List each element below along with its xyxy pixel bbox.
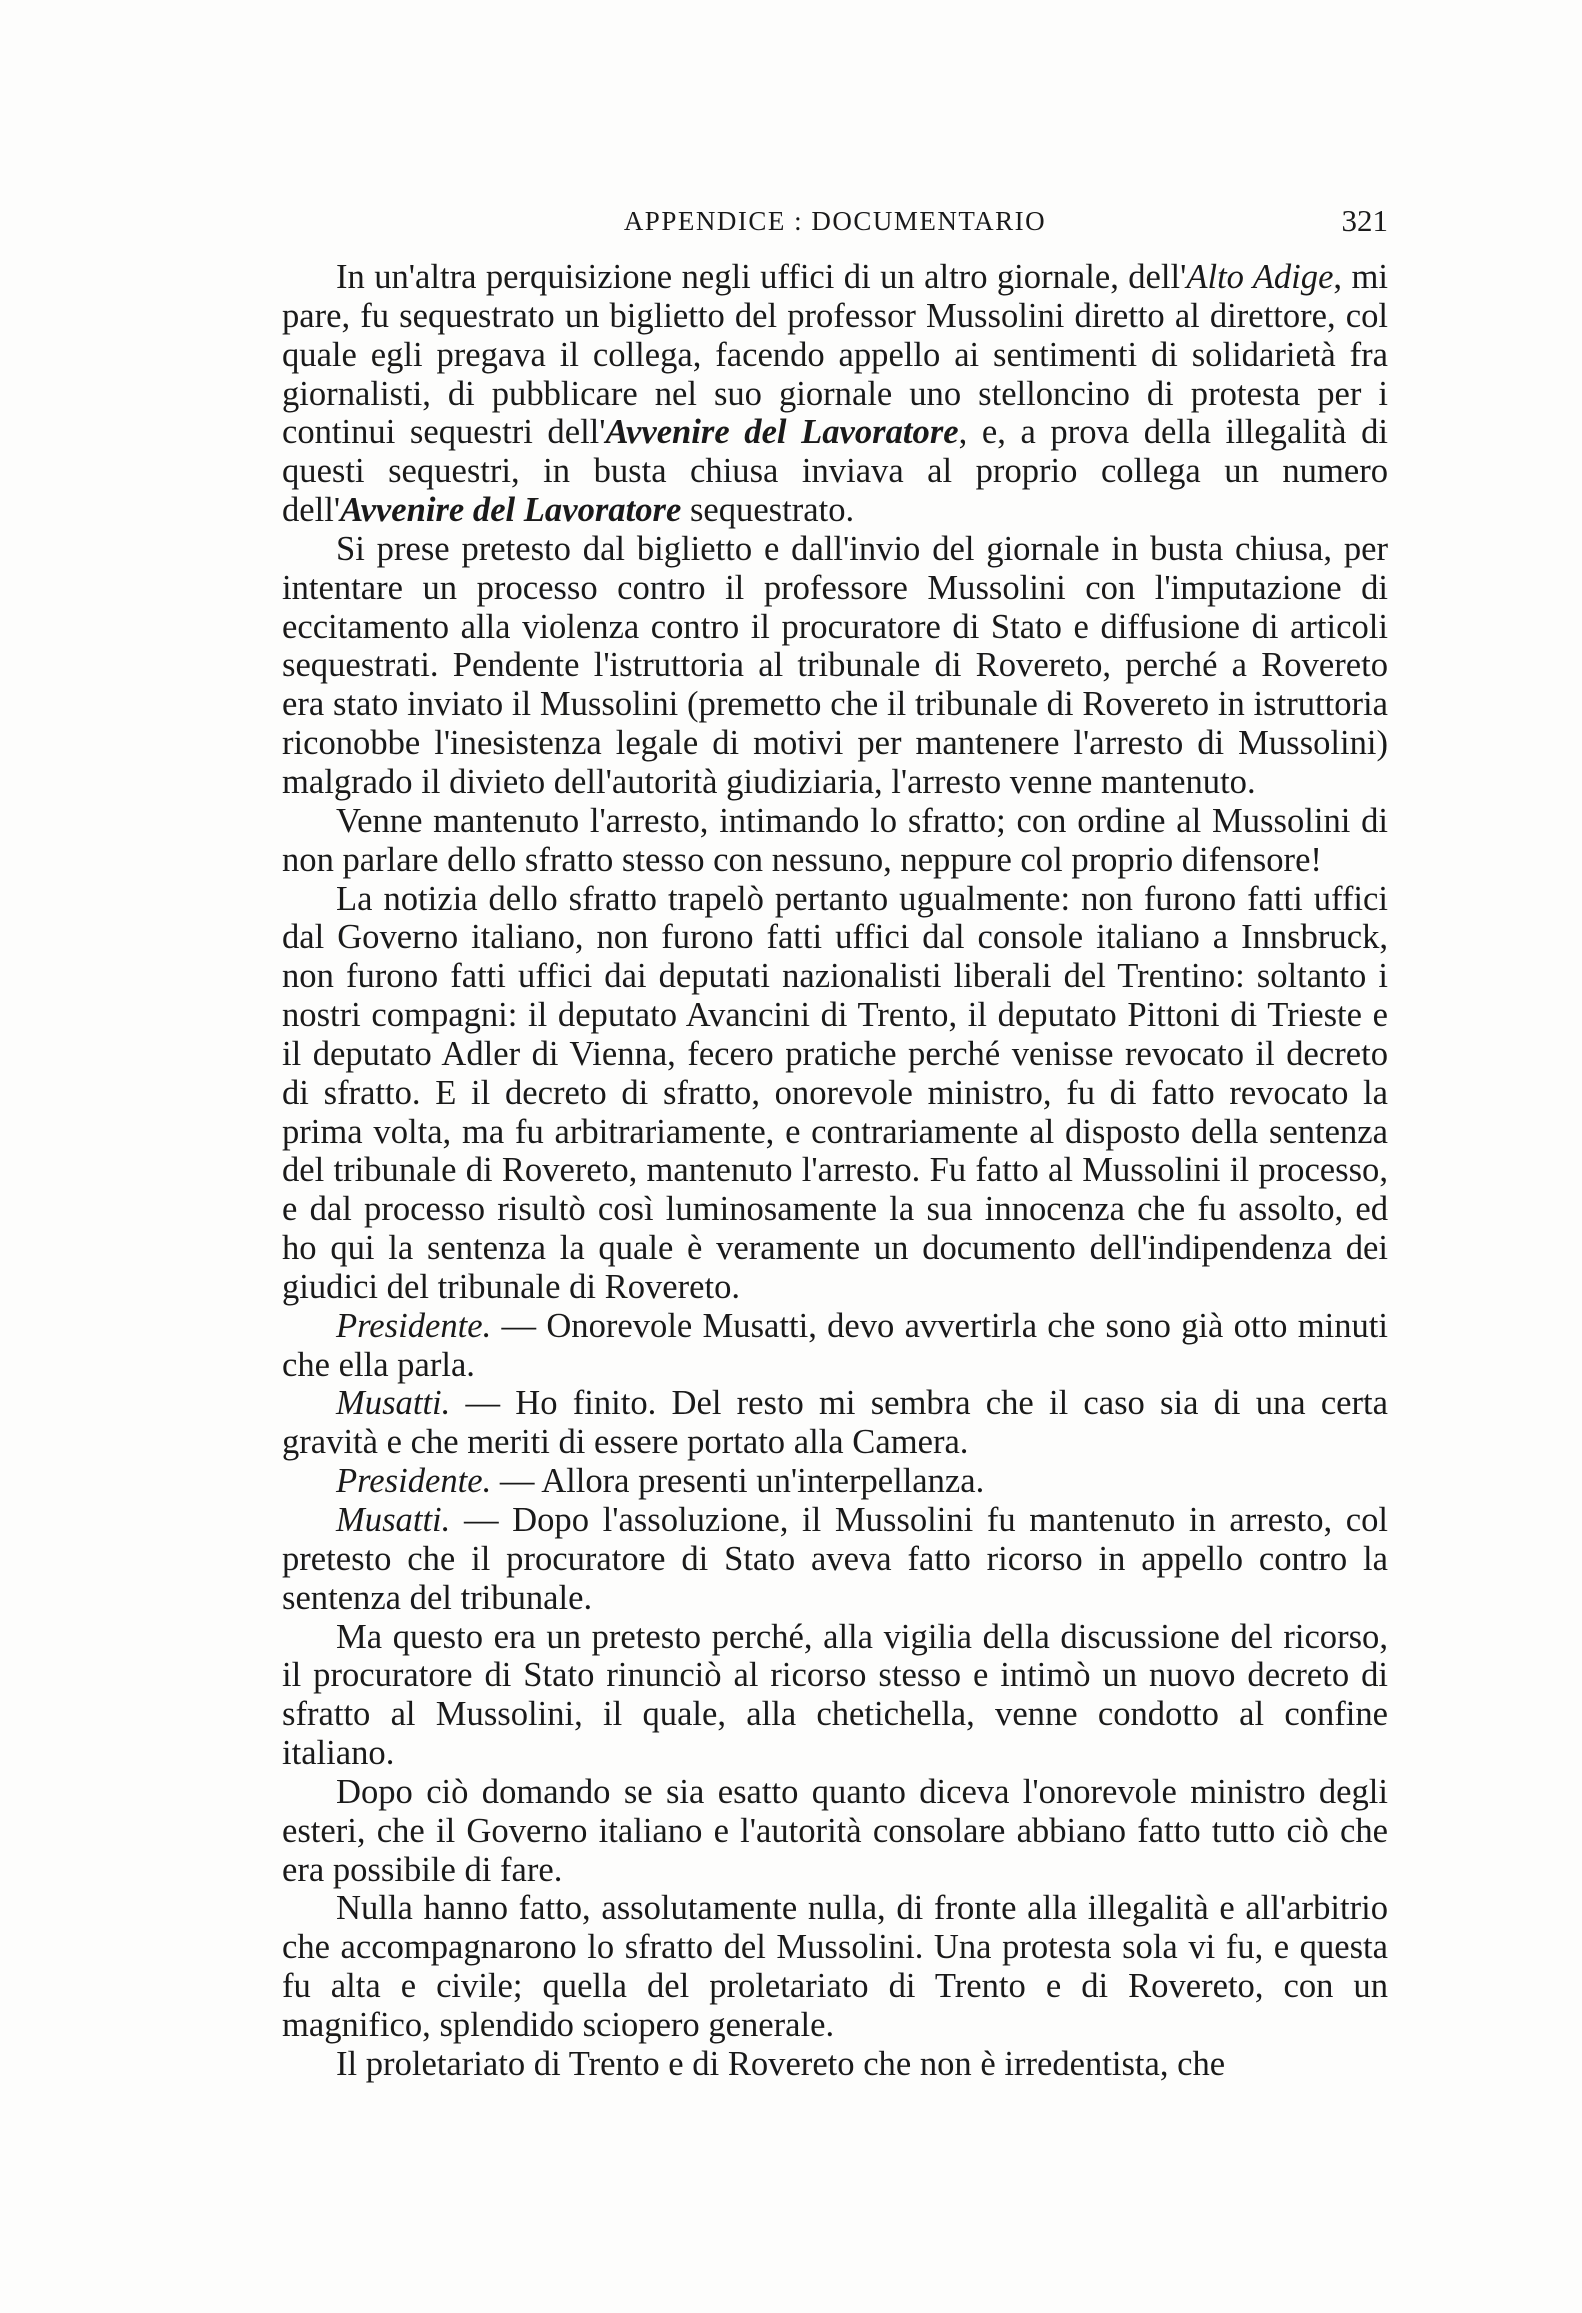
dialogue-paragraph [282,1501,1388,1618]
paragraph-text [282,1773,1388,1889]
speaker-name: Presidente. [336,1306,492,1345]
paragraph-text [282,802,1388,879]
paragraph [282,1889,1388,2044]
italic-title: Avvenire del Lavoratore [340,491,682,530]
dialogue-paragraph [282,1462,1388,1501]
italic-title: Avvenire del Lavoratore [605,413,959,452]
paragraph [282,258,1388,530]
paragraph-text [282,530,1388,801]
paragraph [282,880,1388,1307]
page-number: 321 [1341,203,1388,238]
dialogue-paragraph [282,1307,1388,1385]
running-title: APPENDICE : DOCUMENTARIO [623,206,1047,236]
paragraph-text [336,2045,1225,2083]
paragraph-text [282,1889,1388,2044]
italic-title: Alto Adige [1186,258,1334,296]
text-run: Dopo ciò domando se sia esatto quanto diceva l'onorevole ministro degli esteri, che il Governo italiano e l'autorità consolare abbiano fatto tutto ciò che era possibile di fare. [282,1772,1388,1889]
paragraph-text [282,880,1388,1306]
paragraph [282,530,1388,802]
text-run: Si prese pretesto dal biglietto e dall'invio del giornale in busta chiusa, per intentare un processo contro il professore Mussolini con l'imputazione di eccitamento alla violenza contro il procuratore di Stato e diffusione di articoli sequestrati. Pendente l'istruttoria al tribunale di Rovereto, perché a Rovereto era stato inviato il Mussolini (premetto che il tribunale di Rovereto in istruttoria riconobbe l'inesistenza legale di motivi per mantenere l'arresto di Mussolini) malgrado il divieto dell'autorità giudiziaria, l'arresto venne mantenuto. [282,529,1388,801]
dialogue-paragraph [282,1384,1388,1462]
text-run: , mi pare, fu sequestrato un biglietto del professor Mussolini diretto al direttore, col quale egli pregava il collega, facendo appello ai sentimenti di solidarietà fra giornalisti, di pubblicare nel suo giornale uno stelloncino di protesta per i continui sequestri dell' [282,258,1388,452]
paragraph [282,1618,1388,1773]
paragraph-text [282,1618,1388,1773]
paragraph-text [491,1462,984,1500]
text-run: , e, a prova della illegalità di questi sequestri, in busta chiusa inviava al proprio collega un numero dell' [282,413,1388,530]
speaker-name: Presidente. [336,1462,492,1501]
text-run: Il proletariato di Trento e di Rovereto che non è irredentista, che [336,2044,1226,2083]
body-text [282,258,1388,2084]
text-run: Ma questo era un pretesto perché, alla vigilia della discussione del ricorso, il procuratore di Stato rinunciò al ricorso stesso e intimò un nuovo decreto di sfratto al Mussolini, il quale, alla chetichella, venne condotto al confine italiano. [282,1617,1388,1773]
text-run: La notizia dello sfratto trapelò pertanto ugualmente: non furono fatti uffici dal Governo italiano, non furono fatti uffici dal console italiano a Innsbruck, non furono fatti uffici dai deputati nazionalisti liberali del Trentino: soltanto i nostri compagni: il deputato Avancini di Trento, il deputato Pittoni di Trieste e il deputato Adler di Vienna, fecero pratiche perché venisse revocato il decreto di sfratto. E il decreto di sfratto, onorevole ministro, fu di fatto revocato la prima volta, ma fu arbitrariamente, e contrariamente al disposto della sentenza del tribunale di Rovereto, mantenuto l'arresto. Fu fatto al Mussolini il processo, e dal processo risultò così luminosamente la sua innocenza che fu assolto, ed ho qui la sentenza la quale è veramente un documento dell'indipendenza dei giudici del tribunale di Rovereto. [282,879,1388,1306]
page-header [282,196,1388,246]
paragraph-text [282,258,1388,529]
text-run: — Onorevole Musatti, devo avvertirla che sono già otto minuti che ella parla. [282,1306,1388,1384]
text-run: sequestrato. [681,491,855,530]
paragraph [282,1773,1388,1890]
text-run: — Dopo l'assoluzione, il Mussolini fu mantenuto in arresto, col pretesto che il procuratore di Stato aveva fatto ricorso in appello contro la sentenza del tribunale. [282,1501,1388,1617]
text-run: In un'altra perquisizione negli uffici di un altro giornale, dell' [336,258,1187,296]
speaker-name: Musatti. [336,1501,451,1539]
speaker-name: Musatti. [336,1384,451,1423]
text-run: — Allora presenti un'interpellanza. [491,1462,985,1501]
paragraph [282,802,1388,880]
text-run: — Ho finito. Del resto mi sembra che il caso sia di una certa gravità e che meriti di essere portato alla Camera. [282,1384,1388,1462]
text-run: Nulla hanno fatto, assolutamente nulla, di fronte alla illegalità e all'arbitrio che accompagnarono lo sfratto del Mussolini. Una protesta sola vi fu, e questa fu alta e civile; quella del proletariato di Trento e di Rovereto, con un magnifico, splendido sciopero generale. [282,1889,1388,2044]
paragraph [282,2045,1388,2084]
text-run: Venne mantenuto l'arresto, intimando lo sfratto; con ordine al Mussolini di non parlare dello sfratto stesso con nessuno, neppure col proprio difensore! [282,801,1388,879]
